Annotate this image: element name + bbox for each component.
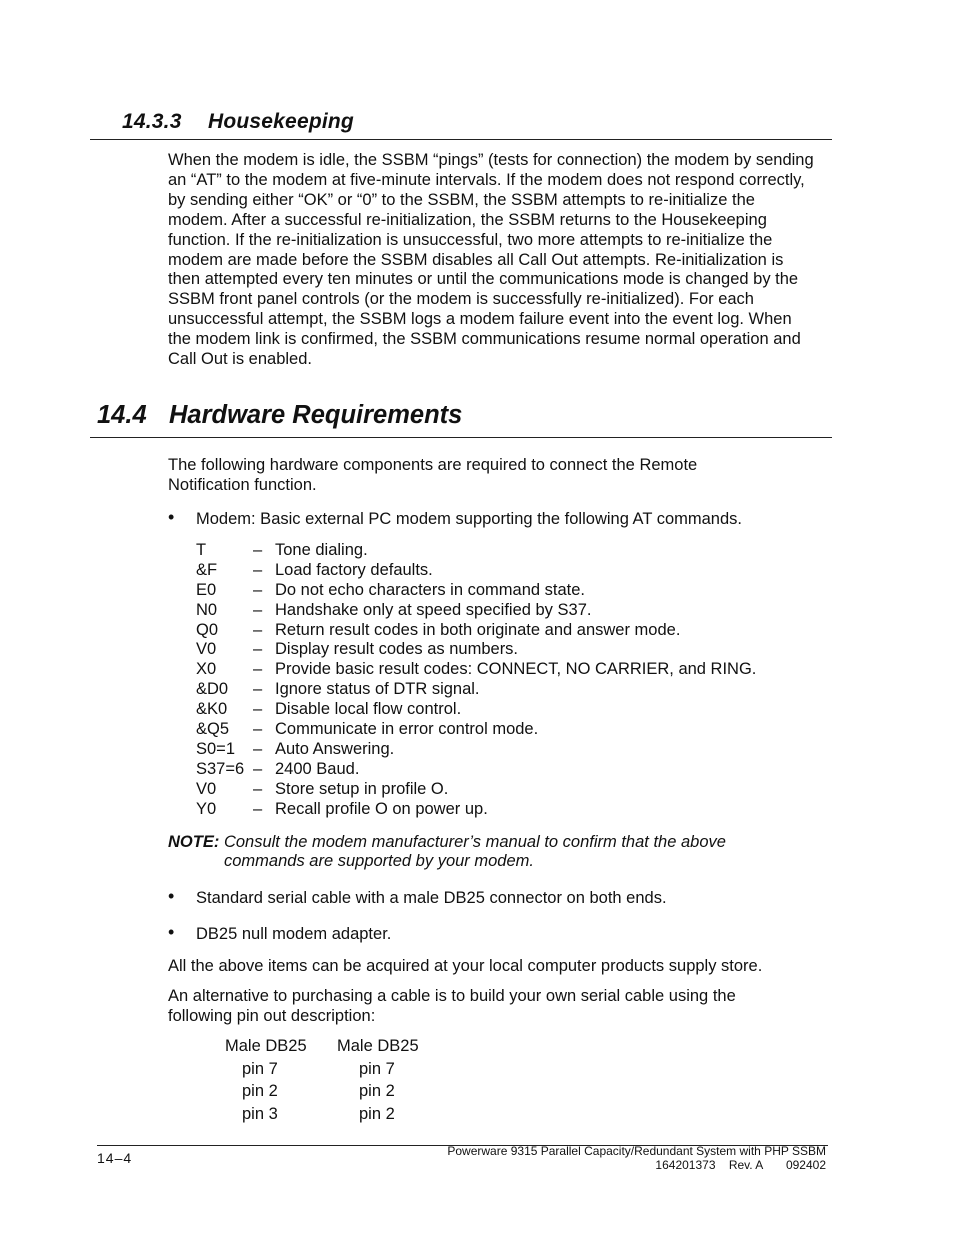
command-description: Ignore status of DTR signal. xyxy=(275,680,480,699)
note-line-2: commands are supported by your modem. xyxy=(224,851,534,870)
page-number: 14–4 xyxy=(97,1150,133,1166)
pin-cell: pin 7 xyxy=(359,1059,395,1078)
command-dash: – xyxy=(253,739,263,758)
heading-rule xyxy=(90,139,832,140)
subsection-heading xyxy=(122,110,354,134)
section-title: Hardware Requirements xyxy=(169,401,463,429)
command-description: Return result codes in both originate and answer mode. xyxy=(275,620,681,639)
note-line-1: Consult the modem manufacturer’s manual to confirm that the above xyxy=(223,833,726,851)
section-number: 14.4 xyxy=(97,401,147,429)
bullet-icon: • xyxy=(168,886,175,906)
command-dash: – xyxy=(253,580,263,599)
command-description: Load factory defaults. xyxy=(275,560,433,579)
subsection-number: 14.3.3 xyxy=(122,110,182,133)
command-dash: – xyxy=(253,660,263,679)
section-rule xyxy=(90,437,832,438)
command-description: Display result codes as numbers. xyxy=(275,640,519,659)
command-code: N0 xyxy=(196,600,218,619)
pin-cell: pin 2 xyxy=(359,1104,395,1123)
command-code: S0=1 xyxy=(196,739,235,758)
footer-doc-info: 164201373 Rev. A 092402 xyxy=(655,1157,826,1172)
command-description: Store setup in profile O. xyxy=(275,779,449,798)
command-code: E0 xyxy=(196,580,217,599)
command-dash: – xyxy=(253,600,263,619)
command-dash: – xyxy=(253,541,263,559)
command-dash: – xyxy=(253,779,263,798)
bullet-cable-text: Standard serial cable with a male DB25 connector on both ends. xyxy=(196,889,667,907)
section-heading xyxy=(97,401,462,430)
pin-cell: pin 2 xyxy=(242,1082,278,1100)
command-dash: – xyxy=(253,640,263,659)
command-code: &Q5 xyxy=(196,720,230,739)
command-description: Handshake only at speed specified by S37. xyxy=(275,600,592,619)
command-dash: – xyxy=(253,720,263,739)
command-dash: – xyxy=(253,799,263,818)
command-description: Do not echo characters in command state. xyxy=(275,580,585,599)
housekeeping-paragraph: When the modem is idle, the SSBM “pings” (tests for connection) the modem by sending an “AT” to the modem at five-minute intervals. If the modem does not respond correctly, by sending either “OK” or “0” to the SSBM, the SSBM attempts to re-initialize the modem. After a successful re-initialization, the SSBM returns to the Housekeeping function. If the re-initialization is unsuccessful, two more attempts to re-initialize the modem are made before the SSBM disables all Call Out attempts. Re-initialization is then attempted every ten minutes or until the communications mode is changed by the SSBM front panel controls (or the modem is successfully re-initialized). For each unsuccessful attempt, the SSBM logs a modem failure event into the event log. When the modem link is confirmed, the SSBM communications resume normal operation and Call Out is enabled. xyxy=(168,151,814,369)
footer-info xyxy=(447,1145,826,1172)
command-code: X0 xyxy=(196,660,217,679)
command-description: Recall profile O on power up. xyxy=(275,799,488,818)
command-code: &D0 xyxy=(196,680,229,699)
bullet-icon: • xyxy=(168,922,175,942)
command-code: &F xyxy=(196,560,218,579)
command-dash: – xyxy=(253,680,263,699)
command-description: Communicate in error control mode. xyxy=(275,720,539,739)
subsection-title: Housekeeping xyxy=(208,110,354,133)
alternative-paragraph: An alternative to purchasing a cable is to build your own serial cable using the following pin out description: xyxy=(168,987,736,1025)
command-dash: – xyxy=(253,620,263,639)
command-dash: – xyxy=(253,560,263,579)
note-label: NOTE: xyxy=(168,833,220,851)
bullet-modem-text: Modem: Basic external PC modem supporting the following AT commands. xyxy=(196,510,742,528)
command-description: Disable local flow control. xyxy=(275,700,462,719)
command-code: V0 xyxy=(196,779,217,798)
command-description: 2400 Baud. xyxy=(275,759,360,778)
pin-header-1: Male DB25 xyxy=(225,1037,307,1055)
note xyxy=(168,833,788,870)
footer-title: Powerware 9315 Parallel Capacity/Redundant System with PHP SSBM xyxy=(447,1144,826,1158)
command-dash: – xyxy=(253,700,263,719)
command-dash: – xyxy=(253,759,263,778)
acquire-paragraph: All the above items can be acquired at your local computer products supply store. xyxy=(168,957,763,975)
pin-cell: pin 2 xyxy=(359,1082,395,1100)
pin-cell: pin 7 xyxy=(242,1059,278,1078)
pin-header-2: Male DB25 xyxy=(337,1037,419,1055)
command-description: Tone dialing. xyxy=(275,541,368,559)
pin-cell: pin 3 xyxy=(242,1104,278,1123)
command-description: Auto Answering. xyxy=(275,739,395,758)
command-description: Provide basic result codes: CONNECT, NO CARRIER, and RING. xyxy=(275,660,757,679)
bullet-icon: • xyxy=(168,507,175,527)
intro-paragraph: The following hardware components are required to connect the Remote Notification function. xyxy=(168,456,698,494)
command-code: S37=6 xyxy=(196,759,245,778)
command-code: T xyxy=(196,541,207,559)
command-code: &K0 xyxy=(196,700,228,719)
command-code: Y0 xyxy=(196,799,217,818)
command-code: Q0 xyxy=(196,620,219,639)
bullet-adapter-text: DB25 null modem adapter. xyxy=(196,925,392,943)
command-code: V0 xyxy=(196,640,217,659)
